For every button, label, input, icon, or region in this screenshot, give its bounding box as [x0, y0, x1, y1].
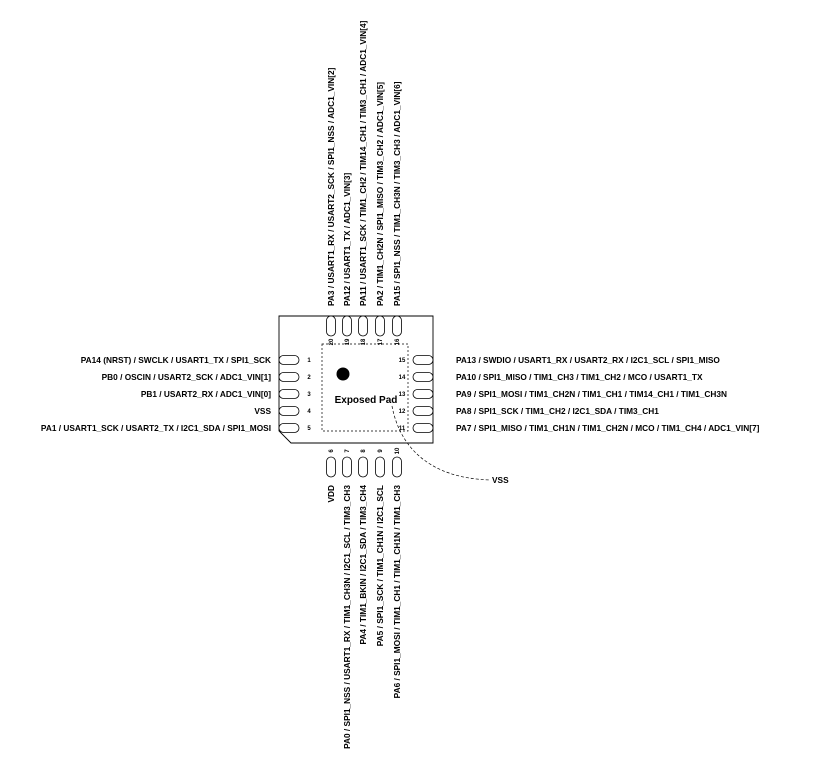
pin-label: PA15 / SPI1_NSS / TIM1_CH3N / TIM3_CH3 / ADC1_VIN[6]: [392, 81, 402, 306]
pin-pad: [279, 390, 299, 399]
pin-20: [326, 67, 336, 345]
pin-10: [392, 447, 402, 698]
pin-number: 2: [307, 375, 311, 381]
pin-19: [342, 173, 352, 346]
pin-pad: [279, 424, 299, 433]
pin-pad: [359, 457, 368, 477]
pin-13: [399, 389, 727, 399]
pin-pad: [327, 457, 336, 477]
pin-number: 19: [345, 338, 351, 346]
pin-number: 16: [395, 338, 401, 346]
pin-pad: [327, 316, 336, 336]
pin-label: PB0 / OSCIN / USART2_SCK / ADC1_VIN[1]: [101, 372, 271, 382]
pin-pad: [279, 373, 299, 382]
pin-17: [375, 82, 385, 346]
pin-pad: [413, 390, 433, 399]
pin-number: 10: [395, 447, 401, 455]
pin-12: [399, 406, 660, 416]
pin-number: 13: [398, 392, 406, 398]
pin-pad: [279, 356, 299, 365]
pin-1: [81, 355, 312, 365]
pin-label: PA7 / SPI1_MISO / TIM1_CH1N / TIM1_CH2N / MCO / TIM1_CH4 / ADC1_VIN[7]: [456, 423, 760, 433]
pin-pad: [376, 316, 385, 336]
pin-label: PA5 / SPI1_SCK / TIM1_CH1N / I2C1_SCL: [375, 485, 385, 647]
pin-number: 9: [378, 449, 384, 453]
pin-pad: [393, 316, 402, 336]
pin-label: PA0 / SPI1_NSS / USART1_RX / TIM1_CH3N / I2C1_SCL / TIM3_CH3: [342, 485, 352, 749]
package-body: [279, 316, 433, 443]
pin-pad: [279, 407, 299, 416]
pin-number: 5: [307, 426, 311, 432]
pin-pad: [376, 457, 385, 477]
pin-9: [375, 449, 385, 647]
pin-11: [399, 423, 760, 433]
pin-number: 7: [345, 449, 351, 453]
pin-pad: [343, 316, 352, 336]
pin-pad: [413, 373, 433, 382]
pin-label: PA4 / TIM1_BKIN / I2C1_SDA / TIM3_CH4: [358, 485, 368, 645]
pin-18: [358, 20, 368, 345]
pin-number: 8: [361, 449, 367, 453]
pin-number: 18: [361, 338, 367, 346]
pin-pad: [413, 424, 433, 433]
pin-number: 20: [329, 338, 335, 346]
pin1-marker-dot: [337, 368, 350, 381]
vss-callout-label: VSS: [492, 475, 509, 485]
pin-number: 12: [398, 409, 406, 415]
pin-number: 1: [307, 358, 311, 364]
pin-pad: [413, 407, 433, 416]
pin-pad: [359, 316, 368, 336]
pin-8: [358, 449, 368, 645]
pin-number: 17: [378, 338, 384, 346]
pin-7: [342, 449, 352, 749]
pin-number: 14: [398, 375, 406, 381]
pin-6: [326, 449, 336, 503]
pin-16: [392, 81, 402, 345]
pin-pad: [413, 356, 433, 365]
pin-number: 3: [307, 392, 311, 398]
pin-label: PA14 (NRST) / SWCLK / USART1_TX / SPI1_SCK: [80, 355, 271, 365]
pin-pad: [343, 457, 352, 477]
pin-number: 15: [398, 358, 406, 364]
pin-15: [399, 355, 721, 365]
pin-label: PA8 / SPI1_SCK / TIM1_CH2 / I2C1_SDA / TIM3_CH1: [456, 406, 659, 416]
pin-pad: [393, 457, 402, 477]
exposed-pad-label: Exposed Pad: [334, 395, 398, 406]
pin-label: PA13 / SWDIO / USART1_RX / USART2_RX / I2C1_SCL / SPI1_MISO: [456, 355, 720, 365]
pin-label: PA3 / USART1_RX / USART2_SCK / SPI1_NSS / ADC1_VIN[2]: [326, 67, 336, 306]
pin-number: 4: [307, 409, 311, 415]
pin-label: PA6 / SPI1_MOSI / TIM1_CH1 / TIM1_CH1N / TIM1_CH3: [392, 485, 402, 699]
pin-label: PA1 / USART1_SCK / USART2_TX / I2C1_SDA / SPI1_MOSI: [40, 423, 271, 433]
pin-label: PA12 / USART1_TX / ADC1_VIN[3]: [342, 172, 352, 306]
pin-number: 6: [329, 449, 335, 453]
pin-label: PA2 / TIM1_CH2N / SPI1_MISO / TIM3_CH2 / ADC1_VIN[5]: [375, 81, 385, 306]
pin-label: PA10 / SPI1_MISO / TIM1_CH3 / TIM1_CH2 / MCO / USART1_TX: [456, 372, 703, 382]
pin-5: [41, 423, 311, 433]
pin-label: VSS: [254, 406, 271, 416]
pin-label: VDD: [326, 485, 336, 503]
pin-label: PA9 / SPI1_MOSI / TIM1_CH2N / TIM1_CH1 / TIM14_CH1 / TIM1_CH3N: [456, 389, 727, 399]
pin-label: PA11 / USART1_SCK / TIM1_CH2 / TIM14_CH1 / TIM3_CH1 / ADC1_VIN[4]: [358, 20, 368, 306]
pin-number: 11: [398, 426, 406, 432]
pin-label: PB1 / USART2_RX / ADC1_VIN[0]: [140, 389, 271, 399]
pin-3: [141, 389, 312, 399]
pin-14: [399, 372, 703, 382]
